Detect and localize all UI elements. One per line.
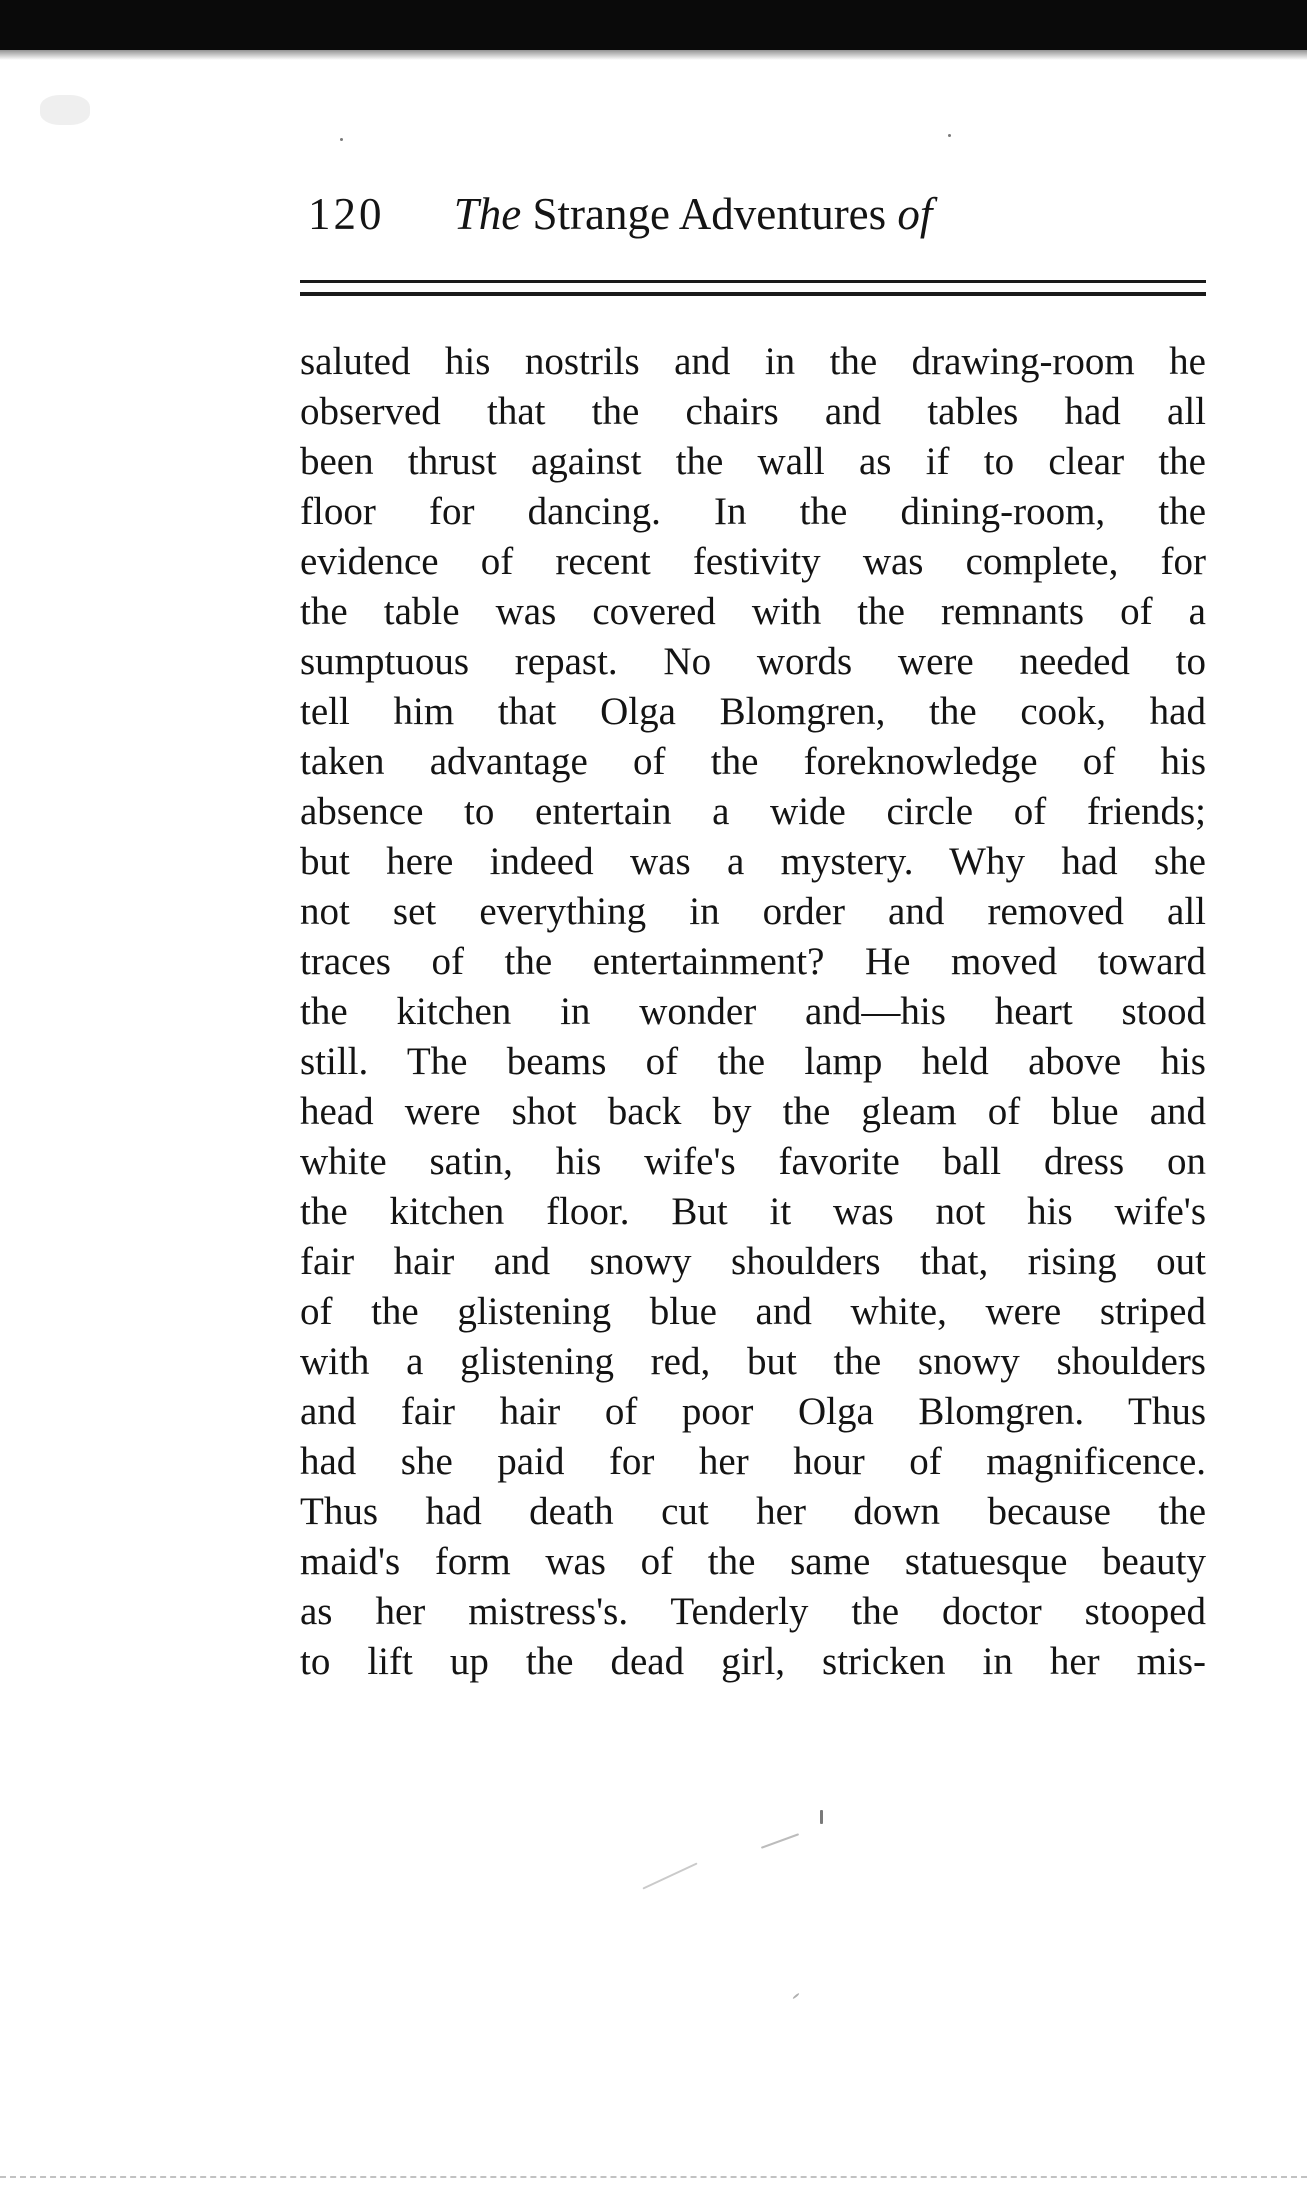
text-line: sumptuous repast. No words were needed to <box>300 640 1206 683</box>
text-line: observed that the chairs and tables had all <box>300 390 1206 433</box>
page-number: 120 <box>308 189 385 239</box>
running-title-lead: The <box>453 189 522 239</box>
paper-speck <box>340 138 343 141</box>
text-line: still. The beams of the lamp held above his <box>300 1040 1206 1083</box>
text-line: evidence of recent festivity was complete, for <box>300 540 1206 583</box>
paper-speck <box>792 1993 799 2000</box>
text-line: white satin, his wife's favorite ball dress on <box>300 1140 1206 1183</box>
scan-bottom-edge <box>0 2176 1307 2181</box>
text-line: maid's form was of the same statuesque beauty <box>300 1540 1206 1583</box>
text-line: been thrust against the wall as if to clear the <box>300 440 1206 483</box>
paper-speck <box>948 134 951 137</box>
text-line: not set everything in order and removed all <box>300 890 1206 933</box>
text-line: head were shot back by the gleam of blue and <box>300 1090 1206 1133</box>
running-title-middle: Strange Adventures <box>532 189 887 239</box>
text-line: had she paid for her hour of magnificence. <box>300 1440 1206 1483</box>
text-line: the table was covered with the remnants of a <box>300 590 1206 633</box>
text-line: of the glistening blue and white, were striped <box>300 1290 1206 1333</box>
text-line: saluted his nostrils and in the drawing-room he <box>300 340 1206 383</box>
paper-speck <box>40 95 90 125</box>
text-line: absence to entertain a wide circle of friends; <box>300 790 1206 833</box>
scan-top-fringe <box>0 50 1307 60</box>
header-rule <box>300 280 1206 298</box>
text-line: taken advantage of the foreknowledge of his <box>300 740 1206 783</box>
paper-speck <box>642 1862 697 1889</box>
text-line: Thus had death cut her down because the <box>300 1490 1206 1533</box>
running-title-tail: of <box>897 189 933 239</box>
text-line: the kitchen floor. But it was not his wife's <box>300 1190 1206 1233</box>
text-line: tell him that Olga Blomgren, the cook, had <box>300 690 1206 733</box>
paper-speck <box>761 1833 799 1849</box>
paper-speck <box>820 1810 823 1824</box>
header-rule-bottom <box>300 292 1206 296</box>
text-line: fair hair and snowy shoulders that, rising out <box>300 1240 1206 1283</box>
text-line: as her mistress's. Tenderly the doctor stooped <box>300 1590 1206 1633</box>
scan-top-edge <box>0 0 1307 50</box>
text-line: floor for dancing. In the dining-room, the <box>300 490 1206 533</box>
text-line: traces of the entertainment? He moved toward <box>300 940 1206 983</box>
body-paragraph <box>300 337 1206 1687</box>
text-line: the kitchen in wonder and—his heart stood <box>300 990 1206 1033</box>
text-line: to lift up the dead girl, stricken in her mis- <box>300 1640 1206 1683</box>
text-line: and fair hair of poor Olga Blomgren. Thus <box>300 1390 1206 1433</box>
running-head <box>308 184 1208 244</box>
text-line: with a glistening red, but the snowy shoulders <box>300 1340 1206 1383</box>
header-rule-top <box>300 280 1206 283</box>
text-line: but here indeed was a mystery. Why had she <box>300 840 1206 883</box>
